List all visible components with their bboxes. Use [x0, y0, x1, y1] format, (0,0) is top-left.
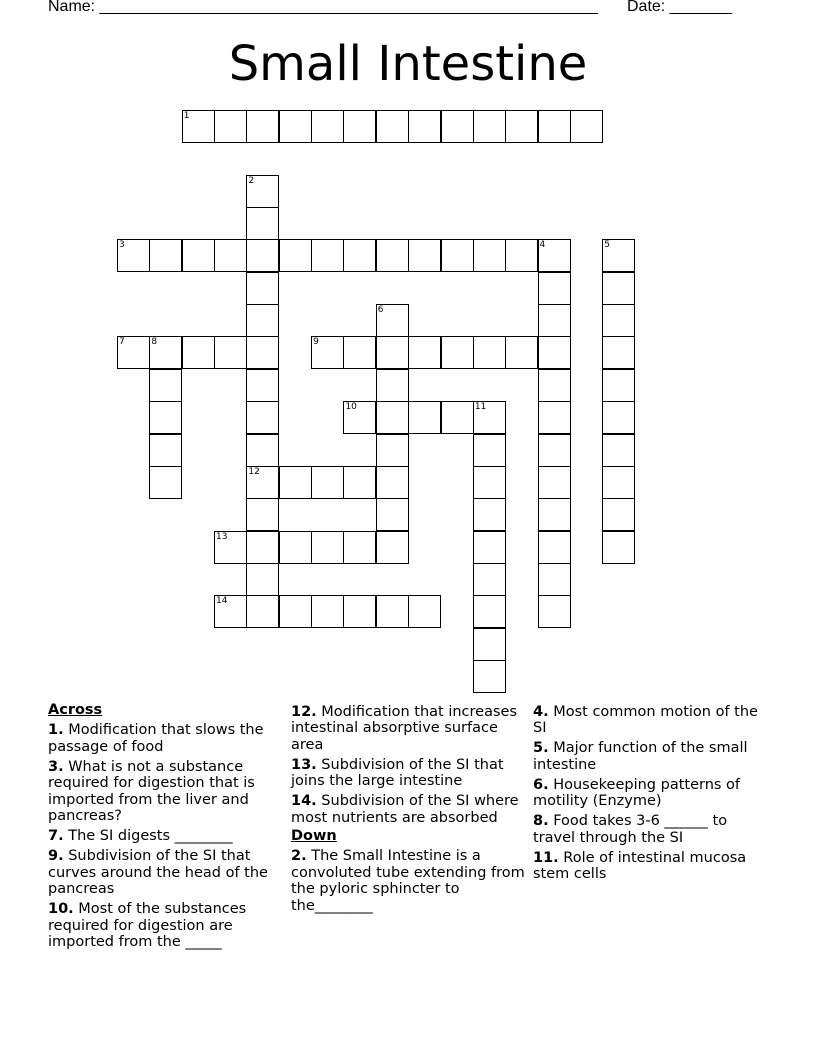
crossword-cell[interactable]: [376, 434, 409, 467]
page-title: Small Intestine: [228, 36, 588, 92]
clue-text: Modification that slows the passage of food: [48, 722, 264, 755]
crossword-cell[interactable]: [246, 401, 279, 434]
clue-number: 14.: [291, 793, 317, 809]
crossword-cell[interactable]: [376, 239, 409, 272]
crossword-cell[interactable]: [538, 531, 571, 564]
clue-text: Most common motion of the SI: [533, 703, 758, 736]
clue-number: 3.: [48, 758, 64, 775]
clue-number: 5.: [533, 740, 549, 756]
crossword-cell[interactable]: [602, 466, 635, 499]
crossword-cell[interactable]: [214, 110, 247, 143]
clue-text: Subdivision of the SI that curves around the head of the pancreas: [48, 848, 268, 897]
crossword-cell[interactable]: [538, 498, 571, 531]
crossword-cell[interactable]: [602, 336, 635, 369]
cell-number: 8: [151, 337, 158, 348]
crossword-cell[interactable]: [376, 531, 409, 564]
crossword-cell[interactable]: [246, 563, 279, 596]
crossword-cell[interactable]: [279, 531, 312, 564]
crossword-cell[interactable]: [343, 595, 376, 628]
crossword-cell[interactable]: [408, 401, 441, 434]
clue-across-9: [48, 848, 283, 898]
crossword-cell[interactable]: [246, 336, 279, 369]
crossword-cell[interactable]: [311, 110, 344, 143]
clue-down-6: [533, 777, 763, 810]
clue-column-3: [533, 700, 763, 883]
crossword-cell[interactable]: [376, 401, 409, 434]
clue-number: 11.: [533, 849, 559, 866]
crossword-cell[interactable]: [473, 401, 506, 434]
crossword-cell[interactable]: [149, 401, 182, 434]
cell-number: 6: [377, 305, 384, 316]
crossword-cell[interactable]: [505, 110, 538, 143]
crossword-cell[interactable]: [246, 595, 279, 628]
clue-text: Role of intestinal mucosa stem cells: [533, 849, 747, 882]
clue-down-5: [533, 740, 763, 773]
crossword-cell[interactable]: [246, 369, 279, 402]
crossword-cell[interactable]: [473, 466, 506, 499]
crossword-cell[interactable]: [246, 272, 279, 305]
crossword-cell[interactable]: [343, 239, 376, 272]
crossword-cell[interactable]: [441, 401, 474, 434]
crossword-cell[interactable]: [538, 272, 571, 305]
date-field-line: Date: _______: [627, 0, 732, 15]
crossword-cell[interactable]: [117, 239, 150, 272]
cell-number: 14: [216, 596, 228, 607]
clue-column-1: [48, 700, 283, 951]
crossword-cell[interactable]: [311, 466, 344, 499]
crossword-cell[interactable]: [149, 434, 182, 467]
crossword-cell[interactable]: [246, 207, 279, 240]
clue-text: Major function of the small intestine: [533, 740, 748, 773]
clue-text: Subdivision of the SI where most nutrients are absorbed: [291, 793, 519, 826]
clue-number: 7.: [48, 828, 64, 844]
crossword-cell[interactable]: [408, 336, 441, 369]
clue-down-11: [533, 850, 763, 883]
crossword-cell[interactable]: [538, 434, 571, 467]
crossword-cell[interactable]: [149, 336, 182, 369]
clue-across-1: [48, 722, 283, 755]
cell-number: 9: [313, 337, 319, 348]
clue-number: 8.: [533, 813, 549, 829]
cell-number: 2: [248, 175, 255, 186]
crossword-cell[interactable]: [376, 110, 409, 143]
cell-number: 12: [248, 466, 260, 477]
crossword-cell[interactable]: [473, 434, 506, 467]
crossword-cell[interactable]: [505, 239, 538, 272]
crossword-cell[interactable]: [602, 401, 635, 434]
clue-text: What is not a substance required for digestion that is imported from the liver and pancreas?: [48, 758, 255, 824]
crossword-cell[interactable]: [538, 110, 571, 143]
crossword-cell[interactable]: [473, 498, 506, 531]
crossword-cell[interactable]: [343, 466, 376, 499]
crossword-cell[interactable]: [473, 563, 506, 596]
crossword-cell[interactable]: [376, 336, 409, 369]
crossword-cell[interactable]: [376, 304, 409, 337]
crossword-cell[interactable]: [538, 401, 571, 434]
clue-text: Housekeeping patterns of motility (Enzyme): [533, 776, 741, 809]
clue-text: The SI digests ________: [68, 828, 233, 844]
crossword-cell[interactable]: [602, 369, 635, 402]
crossword-cell[interactable]: [343, 336, 376, 369]
crossword-cell[interactable]: [279, 595, 312, 628]
crossword-cell[interactable]: [376, 595, 409, 628]
name-field-line: Name: ________________________________________________________: [48, 0, 598, 15]
cell-number: 13: [216, 531, 228, 542]
crossword-cell[interactable]: [376, 369, 409, 402]
crossword-cell[interactable]: [279, 110, 312, 143]
crossword-cell[interactable]: [538, 595, 571, 628]
crossword-cell[interactable]: [408, 110, 441, 143]
crossword-cell[interactable]: [246, 304, 279, 337]
cell-number: 4: [539, 240, 546, 251]
crossword-cell[interactable]: [182, 336, 215, 369]
across-heading: Across: [48, 702, 103, 718]
crossword-cell[interactable]: [343, 531, 376, 564]
crossword-cell[interactable]: [246, 175, 279, 208]
crossword-cell[interactable]: [538, 369, 571, 402]
crossword-cell[interactable]: [149, 239, 182, 272]
clue-number: 13.: [291, 756, 317, 773]
crossword-cell[interactable]: [343, 401, 376, 434]
clue-number: 2.: [291, 848, 307, 864]
clue-text: Food takes 3-6 ______ to travel through the SI: [533, 813, 728, 846]
crossword-cell[interactable]: [441, 239, 474, 272]
clue-text: Modification that increases intestinal absorptive surface area: [291, 703, 518, 753]
clue-text: Most of the substances required for digestion are imported from the _____: [48, 901, 247, 950]
crossword-cell[interactable]: [473, 660, 506, 693]
crossword-cell[interactable]: [246, 110, 279, 143]
crossword-cell[interactable]: [473, 336, 506, 369]
crossword-cell[interactable]: [473, 531, 506, 564]
clue-text: Subdivision of the SI that joins the large intestine: [291, 756, 504, 789]
crossword-cell[interactable]: [182, 239, 215, 272]
crossword-cell[interactable]: [441, 336, 474, 369]
cell-number: 7: [119, 337, 125, 348]
clue-number: 6.: [533, 776, 549, 793]
crossword-cell[interactable]: [473, 110, 506, 143]
crossword-cell[interactable]: [602, 304, 635, 337]
clue-number: 10.: [48, 901, 74, 917]
crossword-cell[interactable]: [376, 466, 409, 499]
crossword-cell[interactable]: [246, 239, 279, 272]
crossword-cell[interactable]: [408, 595, 441, 628]
crossword-cell[interactable]: [214, 239, 247, 272]
cell-number: 1: [183, 111, 190, 121]
cell-number: 11: [474, 402, 487, 413]
crossword-cell[interactable]: [311, 531, 344, 564]
cell-number: 10: [345, 402, 357, 413]
crossword-cell[interactable]: [602, 434, 635, 467]
crossword-cell[interactable]: [117, 336, 150, 369]
crossword-cell[interactable]: [214, 336, 247, 369]
crossword-cell[interactable]: [311, 595, 344, 628]
crossword-cell[interactable]: [602, 498, 635, 531]
crossword-cell[interactable]: [182, 110, 215, 143]
clue-number: 9.: [48, 848, 64, 864]
clue-column-2: [291, 700, 526, 914]
crossword-cell[interactable]: [602, 239, 635, 272]
clue-across-13: [291, 757, 526, 790]
crossword-cell[interactable]: [473, 595, 506, 628]
crossword-cell[interactable]: [214, 531, 247, 564]
cell-number: 5: [604, 240, 610, 251]
crossword-cell[interactable]: [214, 595, 247, 628]
clue-number: 1.: [48, 722, 64, 738]
crossword-cell[interactable]: [246, 434, 279, 467]
crossword-cell[interactable]: [279, 466, 312, 499]
down-heading: Down: [291, 828, 337, 844]
clue-across-14: [291, 793, 526, 826]
clue-down-4: [533, 704, 763, 737]
clue-down-2: [291, 848, 526, 914]
crossword-cell[interactable]: [376, 498, 409, 531]
crossword-cell[interactable]: [408, 239, 441, 272]
crossword-cell[interactable]: [441, 110, 474, 143]
clue-text: The Small Intestine is a convoluted tube extending from the pyloric sphincter to the________: [291, 848, 525, 914]
crossword-cell[interactable]: [473, 628, 506, 661]
crossword-cell[interactable]: [246, 466, 279, 499]
crossword-cell[interactable]: [570, 110, 603, 143]
crossword-cell[interactable]: [602, 272, 635, 305]
crossword-cell[interactable]: [538, 466, 571, 499]
crossword-cell[interactable]: [538, 304, 571, 337]
clue-across-12: [291, 704, 526, 754]
crossword-cell[interactable]: [602, 531, 635, 564]
crossword-cell[interactable]: [343, 110, 376, 143]
crossword-cell[interactable]: [473, 239, 506, 272]
crossword-cell[interactable]: [538, 336, 571, 369]
clue-number: 12.: [291, 703, 317, 720]
clue-number: 4.: [533, 703, 549, 720]
crossword-cell[interactable]: [149, 369, 182, 402]
clue-across-3: [48, 759, 283, 825]
clue-down-8: [533, 813, 763, 846]
clue-across-7: [48, 828, 283, 845]
crossword-cell[interactable]: [246, 531, 279, 564]
crossword-cell[interactable]: [538, 563, 571, 596]
crossword-cell[interactable]: [311, 239, 344, 272]
crossword-cell[interactable]: [246, 498, 279, 531]
crossword-cell[interactable]: [311, 336, 344, 369]
crossword-cell[interactable]: [538, 239, 571, 272]
clue-across-10: [48, 901, 283, 951]
cell-number: 3: [119, 240, 125, 251]
crossword-cell[interactable]: [505, 336, 538, 369]
crossword-cell[interactable]: [149, 466, 182, 499]
crossword-cell[interactable]: [279, 239, 312, 272]
